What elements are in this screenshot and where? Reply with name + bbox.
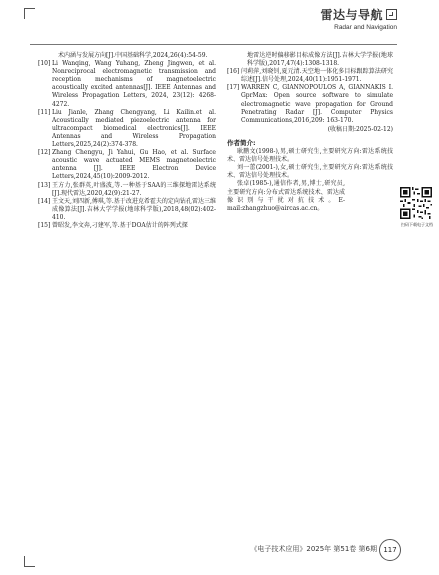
footer-journal: 《电子技术应用》2025年 第51卷 第6期 [250,545,377,553]
reference-item: [12] Zhang Chengyu, Ji Yahui, Gu Hao, et al. Surface acoustic wave actuated MEMS magnetoelectric antenna [J]. IEEE Electron Device Letters,2024,45(10):2009-2012. [38,149,216,181]
running-header [320,6,397,31]
reference-item: [17] WARREN C, GIANNOPOULOS A, GIANNAKIS I. GprMax: Open source software to simulate electromagnetic wave propagation for Ground Penetrating Radar [J]. Computer Physics Communications,2016,209: 163-170. [227,84,393,124]
header-mark-icon [386,9,397,20]
right-column [227,52,393,213]
reference-item: [10] Li Wanqing, Wang Yuhang, Zheng Jingwen, et al. Nonreciprocal electromagnetic transmission and reception mechanisms of magnetoelectric acoustically excited antennas[J]. IEEE Antennas and Wireless Propagation Letters, 2024, 23(12): 4268-4272. [38,60,216,108]
reference-item: [15] 曾昭发,李文奔,刁建军,等.基于DOA估计的阵列式探 [38,221,188,229]
reference-item: [13] 王方力,张群英,叶盛波,等.一种基于SAA的三维探地雷达系统[J].现代雷达,2020,42(9):21-27. [38,181,216,197]
author-bio: 耿鹏文(1998-),男,硕士研究生,主要研究方向:雷达系统技术、雷达信号处理技术。 [227,148,393,164]
author-bio: 张卓(1985-),通信作者,男,博士,研究员,主要研究方向:分布式雷达系统技术、雷达成像识别与干扰对抗技术。E-mail:zhangzhuo@aircas.ac.cn。 [227,180,345,212]
header-rule [30,44,397,45]
reference-item: 地雷达逆时偏移影目标成像方法[J].吉林大学学报(地球科学版),2017,47(4):1308-1318. [247,52,393,68]
reference-item: [16] 闫莉萍,刘晓钊,夏元清.天空地一体化多目标跟踪算法研究综述[J].信号处理,2024,40(11):1951-1971. [227,68,393,84]
header-title-en: Radar and Navigation [334,24,397,31]
left-column [38,52,216,230]
reference-item: [11] Liu Jianle, Zhang Chengyang, Li Kailin.et al. Acoustically mediated piezoelectric antenna for ultracompact biomedical electronics[J]. IEEE Antennas and Wireless Propagation Letters,2025,24(2):374-378. [38,108,216,149]
reference-item: [14] 王文天,刘四新,傅琪,等.基于改进克希霍夫的定向钻孔雷达三维成像算法[J].吉林大学学报(地球科学版),2018,48(02):402-410. [38,197,216,221]
header-title-cn: 雷达与导航 [320,8,383,22]
qr-code-icon [400,187,432,219]
corner-mark-top [24,8,35,19]
author-bios [227,148,393,213]
authors-heading: 作者简介: [227,138,256,147]
qr-caption: 扫码下载电子文档 [401,222,433,227]
corner-mark-bottom [24,556,35,567]
reference-item: 术内涵与发展方向[J].中国基础科学,2024,26(4):54-59. [58,52,208,59]
page-number: 117 [379,539,401,561]
author-bio: 刘一蕾(2001-),女,硕士研究生,主要研究方向:雷达系统技术、雷达信号处理技术。 [227,164,393,180]
received-date: (收稿日期:2025-02-12) [327,125,393,133]
